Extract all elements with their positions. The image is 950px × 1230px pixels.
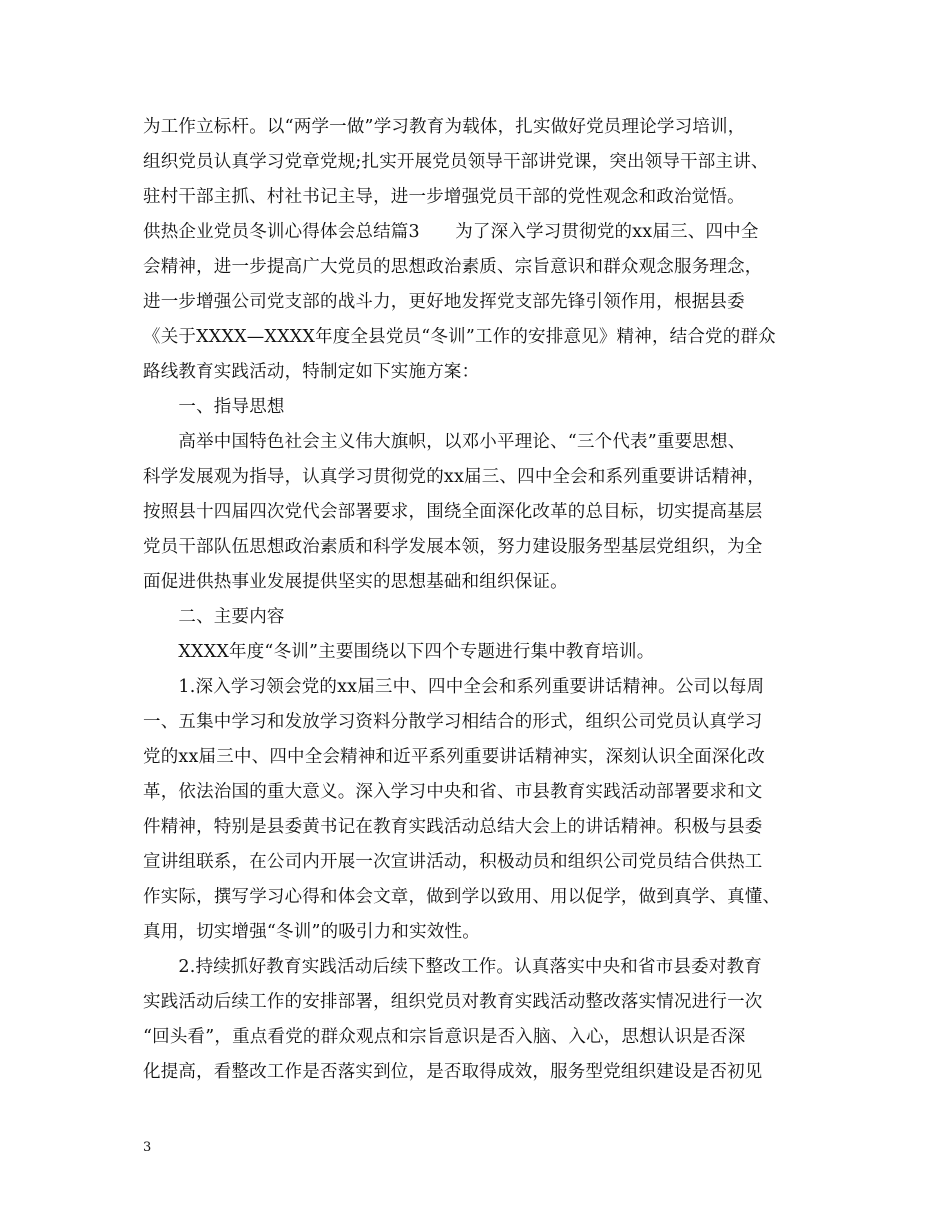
text-line: 为工作立标杆。以“两学一做”学习教育为载体，扎实做好党员理论学习培训， bbox=[143, 117, 746, 137]
text-line: 2.持续抓好教育实践活动后续下整改工作。认真落实中央和省市县委对教育 bbox=[143, 957, 762, 977]
section-heading: 一、指导思想 bbox=[143, 397, 285, 417]
text-line: 进一步增强公司党支部的战斗力，更好地发挥党支部先锋引领作用，根据县委 bbox=[143, 292, 745, 312]
text-line: 供热企业党员冬训心得体会总结篇3 为了深入学习贯彻党的xx届三、四中全 bbox=[143, 222, 759, 242]
text-line: 实践活动后续工作的安排部署，组织党员对教育实践活动整改落实情况进行一次 bbox=[143, 992, 763, 1012]
text-line: 面促进供热事业发展提供坚实的思想基础和组织保证。 bbox=[143, 572, 568, 592]
text-line: 高举中国特色社会主义伟大旗帜，以邓小平理论、“三个代表”重要思想、 bbox=[143, 432, 746, 452]
text-line: 一、五集中学习和发放学习资料分散学习相结合的形式，组织公司党员认真学习 bbox=[143, 712, 763, 732]
text-line: 按照县十四届四次党代会部署要求，围绕全面深化改革的总目标，切实提高基层 bbox=[143, 502, 763, 522]
page-number: 3 bbox=[143, 1140, 152, 1155]
text-line: 组织党员认真学习党章党规;扎实开展党员领导干部讲党课，突出领导干部主讲、 bbox=[143, 152, 769, 172]
text-line: 真用，切实增强“冬训”的吸引力和实效性。 bbox=[143, 922, 480, 942]
text-line: 党员干部队伍思想政治素质和科学发展本领，努力建设服务型基层党组织，为全 bbox=[143, 537, 763, 557]
text-line: 科学发展观为指导，认真学习贯彻党的xx届三、四中全会和系列重要讲话精神， bbox=[143, 467, 765, 487]
text-line: 《关于XXXX—XXXX年度全县党员“冬训”工作的安排意见》精神，结合党的群众 bbox=[143, 327, 776, 347]
text-line: 路线教育实践活动，特制定如下实施方案： bbox=[143, 362, 480, 382]
text-line: 1.深入学习领会党的xx届三中、四中全会和系列重要讲话精神。公司以每周 bbox=[143, 677, 765, 697]
text-line: 驻村干部主抓、村社书记主导，进一步增强党员干部的党性观念和政治觉悟。 bbox=[143, 187, 745, 207]
text-line: 党的xx届三中、四中全会精神和近平系列重要讲话精神实，深刻认识全面深化改 bbox=[143, 747, 765, 767]
text-line: 革，依法治国的重大意义。深入学习中央和省、市县教育实践活动部署要求和文 bbox=[143, 782, 763, 802]
text-line: 作实际，撰写学习心得和体会文章，做到学以致用、用以促学，做到真学、真懂、 bbox=[143, 887, 781, 907]
text-line: 件精神，特别是县委黄书记在教育实践活动总结大会上的讲话精神。积极与县委 bbox=[143, 817, 763, 837]
text-line: 会精神，进一步提高广大党员的思想政治素质、宗旨意识和群众观念服务理念， bbox=[143, 257, 763, 277]
text-line: 化提高，看整改工作是否落实到位，是否取得成效，服务型党组织建设是否初见 bbox=[143, 1062, 763, 1082]
section-heading: 二、主要内容 bbox=[143, 607, 285, 627]
text-line: XXXX年度“冬训”主要围绕以下四个专题进行集中教育培训。 bbox=[143, 642, 655, 662]
text-line: “回头看”，重点看党的群众观点和宗旨意识是否入脑、入心，思想认识是否深 bbox=[143, 1027, 746, 1047]
text-line: 宣讲组联系，在公司内开展一次宣讲活动，积极动员和组织公司党员结合供热工 bbox=[143, 852, 763, 872]
